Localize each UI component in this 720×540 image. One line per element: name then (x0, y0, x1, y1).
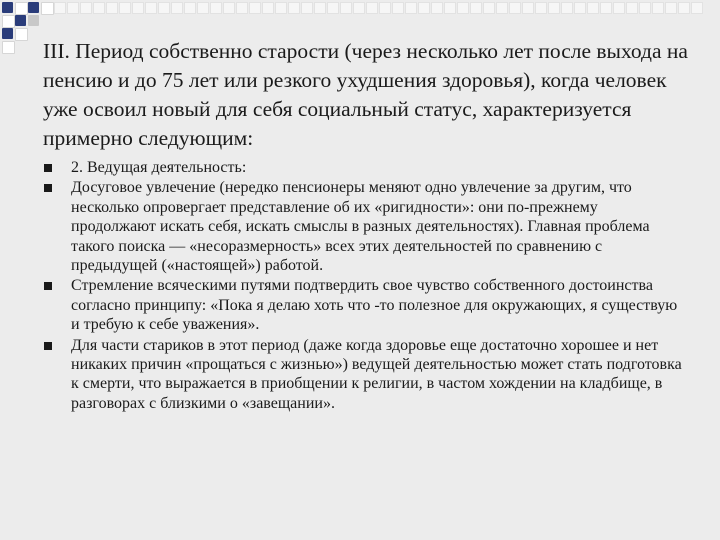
list-item-text: 2. Ведущая деятельность: (71, 159, 247, 176)
band-square (548, 2, 560, 14)
deco-square (2, 28, 13, 39)
band-square (600, 2, 612, 14)
band-square (509, 2, 521, 14)
slide-title: III. Период собственно старости (через несколько лет после выхода на пенсию и до 75 лет или резкого ухудшения здоровья), когда человек уже освоил новый для себя социальный статус, характеризуется примерно следующим: (43, 39, 688, 150)
band-square (236, 2, 248, 14)
band-square (132, 2, 144, 14)
list-item-text: Стремление всяческими путями подтвердить свое чувство собственного достоинства согласно принципу: «Пока я делаю хоть что -то полезное для окружающих, я существую и требую к себе уважения». (71, 277, 678, 334)
band-square (418, 2, 430, 14)
list-item-text: Досуговое увлечение (нередко пенсионеры меняют одно увлечение за другим, что несколько опровергает представление об их «ригидности»: они по-прежнему продолжают искать себя, искать смыслы в разных деятельностях). Главная проблема такого поиска — «несоразмерность» всех этих деятельностей по сравнению с предыдущей («настоящей») работой. (71, 179, 650, 275)
bullet-square-icon (44, 282, 52, 290)
deco-square (15, 28, 28, 41)
band-square (366, 2, 378, 14)
band-square (379, 2, 391, 14)
deco-square (2, 2, 13, 13)
deco-square (28, 15, 39, 26)
band-square (249, 2, 261, 14)
band-square (652, 2, 664, 14)
band-square (626, 2, 638, 14)
deco-square (2, 15, 15, 28)
list-item (42, 178, 682, 275)
band-square (535, 2, 547, 14)
band-square (483, 2, 495, 14)
band-square (262, 2, 274, 14)
deco-square (28, 2, 39, 13)
bullet-list (42, 158, 682, 414)
band-square (405, 2, 417, 14)
deco-square (2, 41, 15, 54)
band-square (106, 2, 118, 14)
list-item (42, 276, 682, 334)
band-square (314, 2, 326, 14)
band-square (288, 2, 300, 14)
band-square (327, 2, 339, 14)
band-square (93, 2, 105, 14)
band-square (678, 2, 690, 14)
band-square (353, 2, 365, 14)
band-square (691, 2, 703, 14)
band-square (613, 2, 625, 14)
band-square (470, 2, 482, 14)
deco-square (15, 2, 28, 15)
band-square (340, 2, 352, 14)
band-square (496, 2, 508, 14)
band-square (171, 2, 183, 14)
band-square (184, 2, 196, 14)
band-square (639, 2, 651, 14)
top-decorative-band (54, 2, 720, 14)
bullet-square-icon (44, 184, 52, 192)
band-square (574, 2, 586, 14)
band-square (301, 2, 313, 14)
band-square (587, 2, 599, 14)
band-square (197, 2, 209, 14)
band-square (158, 2, 170, 14)
bullet-square-icon (44, 342, 52, 350)
band-square (223, 2, 235, 14)
band-square (457, 2, 469, 14)
list-item (42, 336, 682, 414)
band-square (522, 2, 534, 14)
band-square (119, 2, 131, 14)
band-square (561, 2, 573, 14)
band-square (665, 2, 677, 14)
band-square (444, 2, 456, 14)
band-square (54, 2, 66, 14)
deco-square (41, 2, 54, 15)
band-square (67, 2, 79, 14)
band-square (145, 2, 157, 14)
band-square (275, 2, 287, 14)
band-square (210, 2, 222, 14)
band-square (392, 2, 404, 14)
bullet-square-icon (44, 164, 52, 172)
list-item-text: Для части стариков в этот период (даже когда здоровье еще достаточно хорошее и нет никаких причин «прощаться с жизнью») ведущей деятельностью может стать подготовка к смерти, что выражается в приобщении к религии, в частом хождении на кладбище, в разговорах с близкими о «завещании». (71, 336, 682, 412)
band-square (80, 2, 92, 14)
band-square (431, 2, 443, 14)
deco-square (15, 15, 26, 26)
list-item (42, 158, 682, 177)
